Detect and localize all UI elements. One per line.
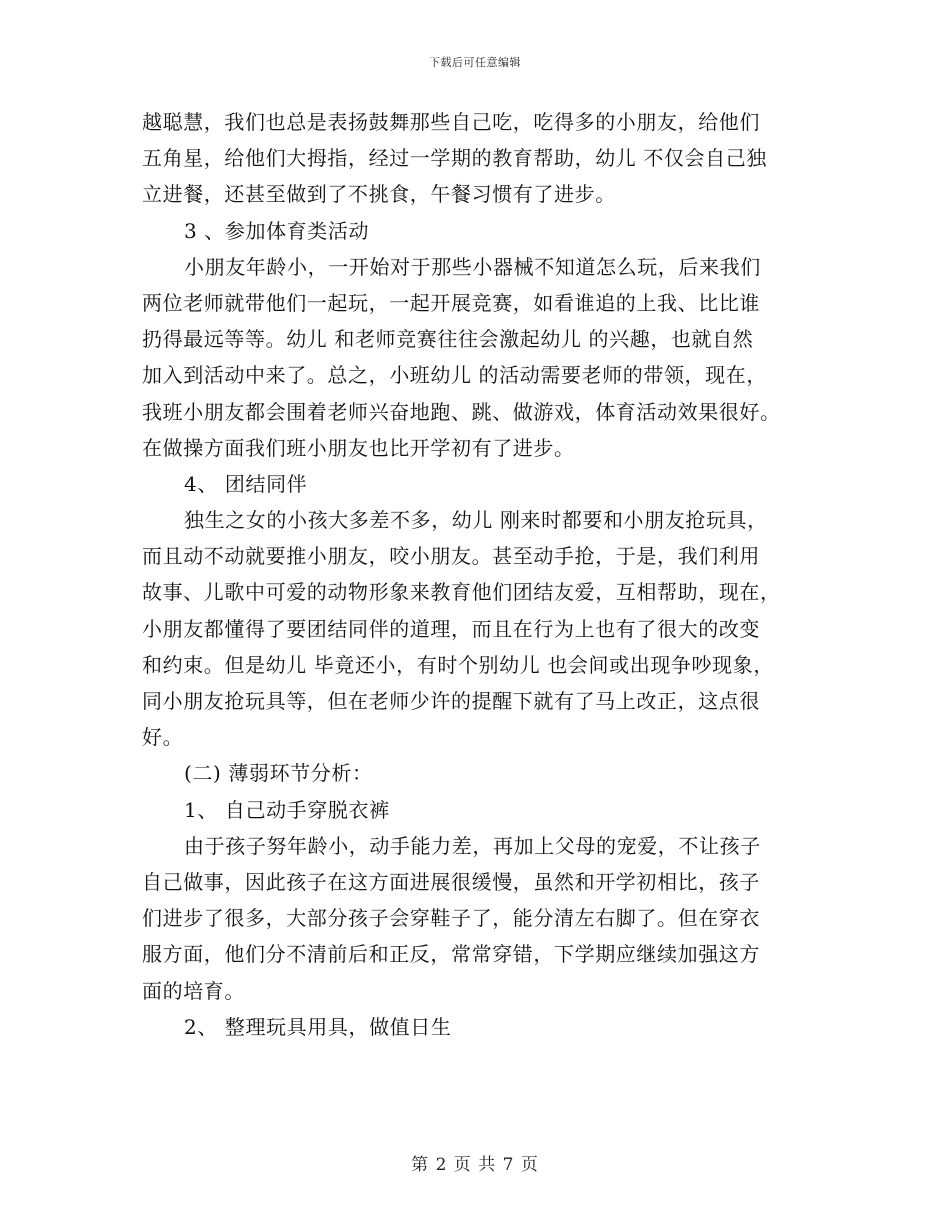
text-line: 小朋友都懂得了要团结同伴的道理，而且在行为上也有了很大的改变 [142, 616, 760, 641]
text-line: 在做操方面我们班小朋友也比开学初有了进步。 [142, 435, 575, 460]
document-body [142, 104, 812, 1045]
text-line: 由于孩子努年龄小，动手能力差，再加上父母的宠爱，不让孩子 [184, 833, 761, 858]
section-heading: 3 、参加体育类活动 [184, 218, 370, 243]
section-heading: (二) 薄弱环节分析： [184, 761, 373, 786]
text-line: 们进步了很多，大部分孩子会穿鞋子了，能分清左右脚了。但在穿衣 [142, 906, 760, 931]
text-line: 服方面，他们分不清前后和正反，常常穿错，下学期应继续加强这方 [142, 942, 760, 967]
text-line: 而且动不动就要推小朋友，咬小朋友。甚至动手抢，于是，我们利用 [142, 544, 760, 569]
page-number: 第 2 页 共 7 页 [411, 1155, 539, 1175]
section-heading: 1、 自己动手穿脱衣裤 [184, 797, 390, 822]
section-heading: 2、 整理玩具用具，做值日生 [184, 1014, 452, 1039]
text-line: 面的培育。 [142, 978, 245, 1003]
text-line: 扔得最远等等。幼儿 和老师竞赛往往会激起幼儿 的兴趣，也就自然 [142, 327, 754, 352]
text-line: 故事、儿歌中可爱的动物形象来教育他们团结友爱，互相帮助，现在， [142, 580, 781, 605]
text-line: 自己做事，因此孩子在这方面进展很缓慢，虽然和开学初相比，孩子 [142, 869, 760, 894]
text-line: 好。 [142, 725, 184, 750]
text-line: 和约束。但是幼儿 毕竟还小，有时个别幼儿 也会间或出现争吵现象， [142, 652, 774, 677]
page-header: 下载后可任意编辑 [429, 56, 521, 69]
text-line: 立进餐，还甚至做到了不挑食，午餐习惯有了进步。 [142, 182, 616, 207]
text-line: 独生之女的小孩大多差不多，幼儿 刚来时都要和小朋友抢玩具， [184, 508, 768, 533]
text-line: 同小朋友抢玩具等，但在老师少许的提醒下就有了马上改正，这点很 [142, 689, 760, 713]
text-line: 两位老师就带他们一起玩，一起开展竞赛，如看谁追的上我、比比谁 [142, 290, 760, 315]
text-line: 加入到活动中来了。总之，小班幼儿 的活动需要老师的带领，现在， [142, 363, 767, 388]
text-line: 五角星，给他们大拇指，经过一学期的教育帮助，幼儿 不仅会自己独 [142, 146, 767, 171]
section-heading: 4、 团结同伴 [184, 471, 308, 496]
text-line: 越聪慧，我们也总是表扬鼓舞那些自己吃，吃得多的小朋友，给他们 [142, 110, 760, 134]
text-line: 小朋友年龄小，一开始对于那些小器械不知道怎么玩，后来我们 [184, 254, 761, 279]
text-line: 我班小朋友都会围着老师兴奋地跑、跳、做游戏，体育活动效果很好。 [142, 399, 781, 424]
